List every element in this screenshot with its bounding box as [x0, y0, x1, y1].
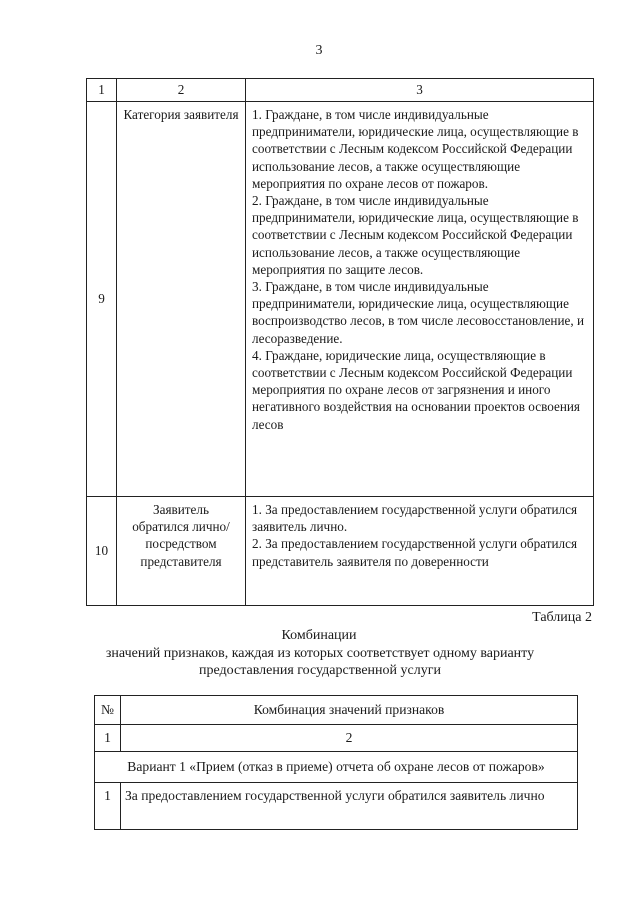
row-number: 10	[87, 497, 117, 606]
value-item: 1. Граждане, в том числе индивидуальные предприниматели, юридические лица, осуществляющие в соответствии с Лесным кодексом Российской Федерации использование лесов, а также осуществляющие мероприятия по охране лесов от пожаров.	[252, 107, 579, 191]
value-item: 2. Граждане, в том числе индивидуальные предприниматели, юридические лица, осуществляющие в соответствии с Лесным кодексом Российской Федерации использование лесов, а также осуществляющие мероприятия по защите лесов.	[252, 193, 579, 277]
value-item: 3. Граждане, в том числе индивидуальные предприниматели, юридические лица, осуществляющие воспроизводство лесов, в том числе лесовосстановление, и лесоразведение.	[252, 279, 585, 346]
criteria-table	[86, 78, 594, 606]
table-subtitle: значений признаков, каждая из которых соответствует одному варианту предоставления государственной услуги	[105, 646, 535, 678]
header-cell: 3	[246, 79, 594, 102]
row-number: 9	[87, 102, 117, 497]
row-category: Категория заявителя	[117, 102, 246, 497]
row-values	[246, 497, 594, 606]
variant-title: Вариант 1 «Прием (отказ в приеме) отчета об охране лесов от пожаров»	[95, 752, 578, 783]
row-values	[246, 102, 594, 497]
table-label: Таблица 2	[532, 610, 592, 625]
item-num: 1	[95, 783, 121, 830]
table-row	[87, 102, 594, 497]
index-num: 1	[95, 725, 121, 752]
page-number: 3	[315, 43, 323, 58]
table-header-row	[95, 696, 578, 725]
table-row	[87, 497, 594, 606]
variant-row	[95, 752, 578, 783]
header-col: Комбинация значений признаков	[121, 696, 578, 725]
header-num: №	[95, 696, 121, 725]
header-cell: 1	[87, 79, 117, 102]
combinations-table	[94, 695, 578, 830]
table-header-row	[87, 79, 594, 102]
value-item: 1. За предоставлением государственной услуги обратился заявитель лично.	[252, 502, 578, 535]
index-col: 2	[121, 725, 578, 752]
header-cell: 2	[117, 79, 246, 102]
value-item: 4. Граждане, юридические лица, осуществляющие в соответствии с Лесным кодексом Российской Федерации мероприятия по охране лесов от загрязнения и иного негативного воздействия на основании проектов освоения лесов	[252, 347, 580, 432]
table-row	[95, 783, 578, 830]
index-row	[95, 725, 578, 752]
value-item: 2. За предоставлением государственной услуги обратился представитель заявителя по доверенности	[252, 536, 578, 569]
table-title: Комбинации	[281, 628, 357, 643]
item-text: За предоставлением государственной услуги обратился заявитель лично	[121, 783, 578, 830]
row-category: Заявитель обратился лично/посредством представителя	[117, 497, 246, 606]
